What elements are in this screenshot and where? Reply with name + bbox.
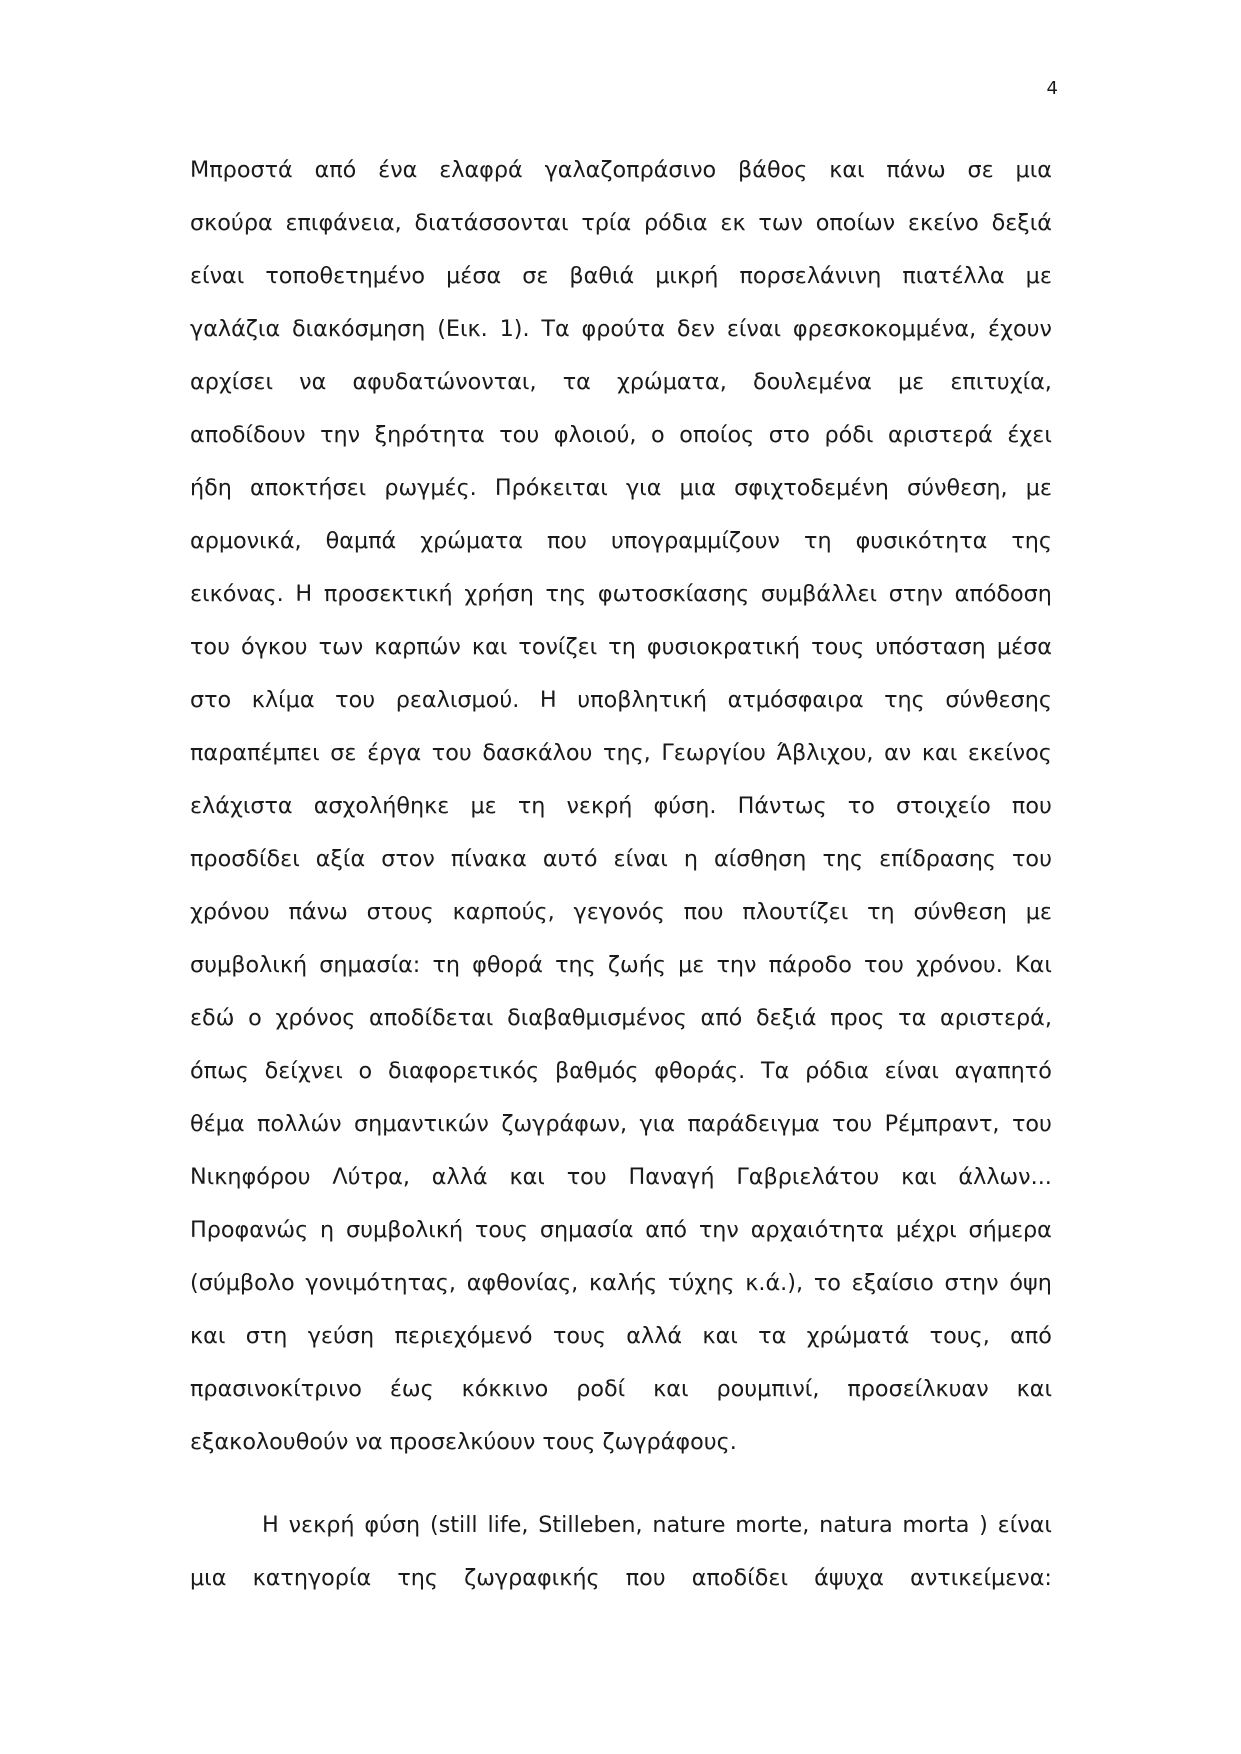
paragraph-line: αποδίδουν την ξηρότητα του φλοιού, ο οποίος στο ρόδι αριστερά έχει [190, 422, 1052, 448]
paragraph-line: Προφανώς η συμβολική τους σημασία από την αρχαιότητα μέχρι σήμερα [190, 1217, 1052, 1243]
paragraph-line: αρχίσει να αφυδατώνονται, τα χρώματα, δουλεμένα με επιτυχία, [190, 369, 1052, 395]
paragraph-line: ελάχιστα ασχολήθηκε με τη νεκρή φύση. Πάντως το στοιχείο που [190, 793, 1052, 819]
paragraph-line: μια κατηγορία της ζωγραφικής που αποδίδει άψυχα αντικείμενα: [190, 1565, 1052, 1591]
paragraph-line: αρμονικά, θαμπά χρώματα που υπογραμμίζουν τη φυσικότητα της [190, 528, 1052, 554]
paragraph-line: πρασινοκίτρινο έως κόκκινο ροδί και ρουμπινί, προσείλκυαν και [190, 1376, 1052, 1402]
paragraph-line: εξακολουθούν να προσελκύουν τους ζωγράφους. [190, 1429, 737, 1455]
paragraph-line: γαλάζια διακόσμηση (Εικ. 1). Τα φρούτα δεν είναι φρεσκοκομμένα, έχουν [190, 316, 1052, 342]
paragraph-line: Η νεκρή φύση (still life, Stilleben, nature morte, natura morta ) είναι [262, 1512, 1052, 1538]
paragraph-line: όπως δείχνει ο διαφορετικός βαθμός φθοράς. Τα ρόδια είναι αγαπητό [190, 1058, 1052, 1084]
paragraph-line: θέμα πολλών σημαντικών ζωγράφων, για παράδειγμα του Ρέμπραντ, του [190, 1111, 1052, 1137]
paragraph-line: και στη γεύση περιεχόμενό τους αλλά και τα χρώματά τους, από [190, 1323, 1052, 1349]
paragraph-line: συμβολική σημασία: τη φθορά της ζωής με την πάροδο του χρόνου. Και [190, 952, 1052, 978]
paragraph-line: παραπέμπει σε έργα του δασκάλου της, Γεωργίου Άβλιχου, αν και εκείνος [190, 740, 1052, 766]
paragraph-line: Νικηφόρου Λύτρα, αλλά και του Παναγή Γαβριελάτου και άλλων... [190, 1164, 1052, 1190]
body-paragraph-1 [190, 144, 1052, 1469]
body-paragraph-2 [190, 1499, 1052, 1605]
paragraph-line: (σύμβολο γονιμότητας, αφθονίας, καλής τύχης κ.ά.), το εξαίσιο στην όψη [190, 1270, 1052, 1296]
paragraph-line: είναι τοποθετημένο μέσα σε βαθιά μικρή πορσελάνινη πιατέλλα με [190, 263, 1052, 289]
paragraph-line: σκούρα επιφάνεια, διατάσσονται τρία ρόδια εκ των οποίων εκείνο δεξιά [190, 210, 1052, 236]
paragraph-line: χρόνου πάνω στους καρπούς, γεγονός που πλουτίζει τη σύνθεση με [190, 899, 1052, 925]
paragraph-line: εικόνας. Η προσεκτική χρήση της φωτοσκίασης συμβάλλει στην απόδοση [190, 581, 1052, 607]
paragraph-line: Μπροστά από ένα ελαφρά γαλαζοπράσινο βάθος και πάνω σε μια [190, 157, 1052, 183]
paragraph-line: εδώ ο χρόνος αποδίδεται διαβαθμισμένος από δεξιά προς τα αριστερά, [190, 1005, 1052, 1031]
paragraph-line: του όγκου των καρπών και τονίζει τη φυσιοκρατική τους υπόσταση μέσα [190, 634, 1052, 660]
paragraph-line: ήδη αποκτήσει ρωγμές. Πρόκειται για μια σφιχτοδεμένη σύνθεση, με [190, 475, 1052, 501]
page-number: 4 [1046, 78, 1058, 99]
paragraph-line: προσδίδει αξία στον πίνακα αυτό είναι η αίσθηση της επίδρασης του [190, 846, 1052, 872]
paragraph-line: στο κλίμα του ρεαλισμού. Η υποβλητική ατμόσφαιρα της σύνθεσης [190, 687, 1052, 713]
